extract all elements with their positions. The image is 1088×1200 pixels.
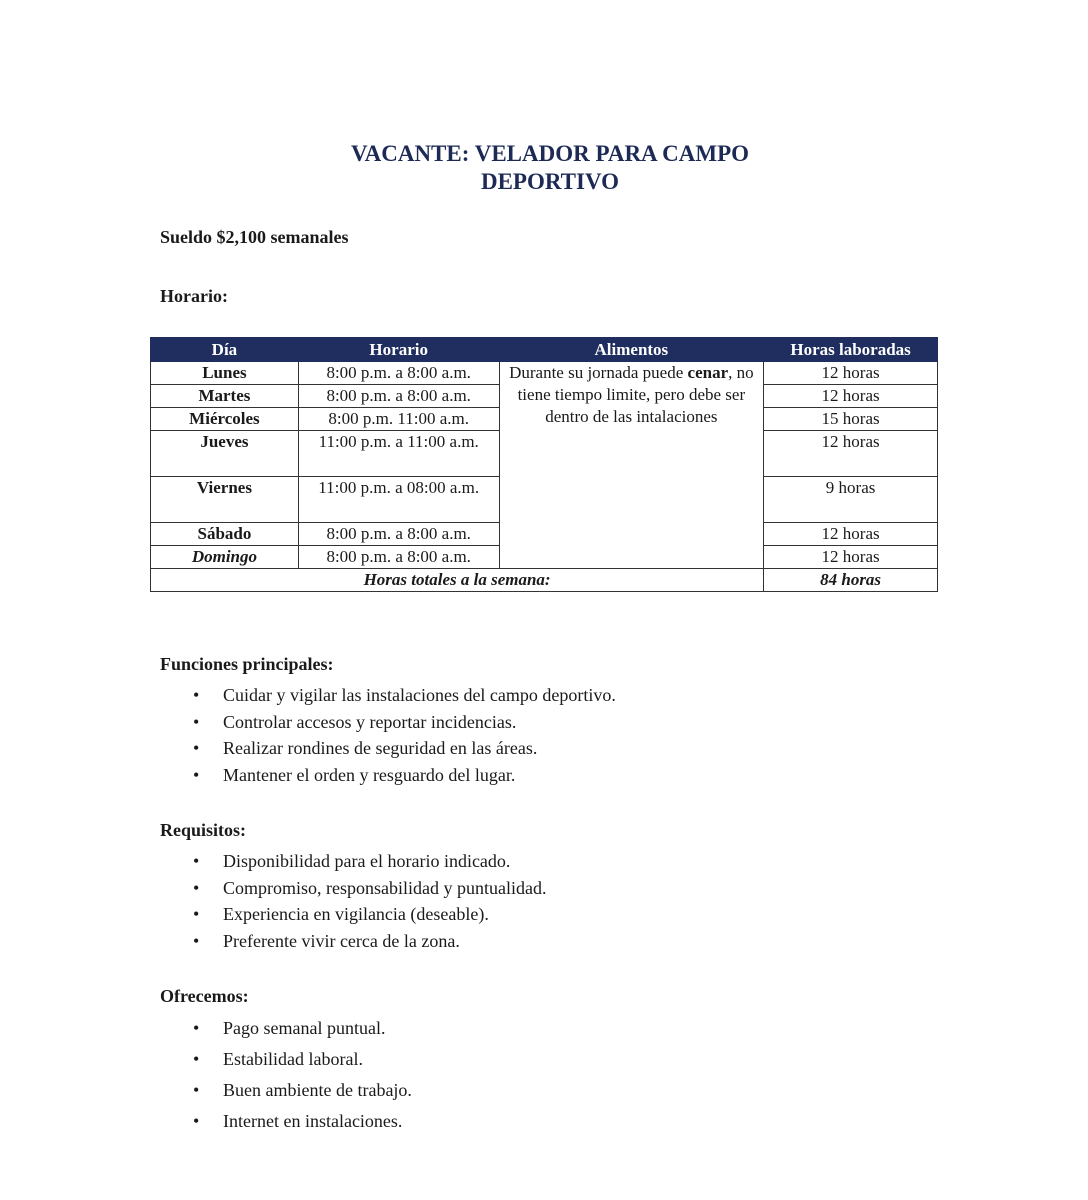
funciones-list xyxy=(190,682,616,788)
hours-cell: 9 horas xyxy=(764,477,938,523)
meals-cell xyxy=(499,362,764,569)
header-meals: Alimentos xyxy=(499,338,764,362)
hours-cell: 12 horas xyxy=(764,362,938,385)
day-cell: Viernes xyxy=(151,477,299,523)
hours-cell: 12 horas xyxy=(764,431,938,477)
list-item: • Realizar rondines de seguridad en las áreas. xyxy=(190,735,616,762)
list-item: • Compromiso, responsabilidad y puntualidad. xyxy=(190,875,546,902)
list-item: • Estabilidad laboral. xyxy=(190,1045,412,1076)
title-line-1: VACANTE: VELADOR PARA CAMPO xyxy=(350,141,750,166)
total-label: Horas totales a la semana: xyxy=(151,569,764,592)
hours-cell: 15 horas xyxy=(764,408,938,431)
list-item: • Internet en instalaciones. xyxy=(190,1107,412,1138)
time-cell: 8:00 p.m. 11:00 a.m. xyxy=(298,408,499,431)
day-cell: Martes xyxy=(151,385,299,408)
total-value: 84 horas xyxy=(764,569,938,592)
time-cell: 8:00 p.m. a 8:00 a.m. xyxy=(298,546,499,569)
table-row xyxy=(151,362,938,385)
salary-text: Sueldo $2,100 semanales xyxy=(160,227,349,247)
requisitos-list xyxy=(190,848,546,954)
time-cell: 8:00 p.m. a 8:00 a.m. xyxy=(298,362,499,385)
hours-cell: 12 horas xyxy=(764,523,938,546)
day-cell: Miércoles xyxy=(151,408,299,431)
table-header-row xyxy=(151,338,938,362)
list-item: • Pago semanal puntual. xyxy=(190,1014,412,1045)
day-cell: Domingo xyxy=(151,546,299,569)
list-item: • Buen ambiente de trabajo. xyxy=(190,1076,412,1107)
requisitos-heading: Requisitos: xyxy=(160,820,247,840)
list-item: • Experiencia en vigilancia (deseable). xyxy=(190,901,546,928)
time-cell: 11:00 p.m. a 08:00 a.m. xyxy=(298,477,499,523)
meals-text-after: , no tiene tiempo limite, pero debe ser dentro de las intalaciones xyxy=(517,363,754,426)
table-total-row xyxy=(151,569,938,592)
schedule-heading: Horario: xyxy=(160,286,228,306)
list-item: • Cuidar y vigilar las instalaciones del campo deportivo. xyxy=(190,682,616,709)
list-item: • Disponibilidad para el horario indicado. xyxy=(190,848,546,875)
header-schedule: Horario xyxy=(298,338,499,362)
funciones-heading: Funciones principales: xyxy=(160,654,334,674)
hours-cell: 12 horas xyxy=(764,385,938,408)
day-cell: Jueves xyxy=(151,431,299,477)
day-cell: Lunes xyxy=(151,362,299,385)
ofrecemos-heading: Ofrecemos: xyxy=(160,986,249,1006)
document-title xyxy=(0,140,1088,196)
time-cell: 11:00 p.m. a 11:00 a.m. xyxy=(298,431,499,477)
list-item: • Preferente vivir cerca de la zona. xyxy=(190,928,546,955)
list-item: • Mantener el orden y resguardo del lugar. xyxy=(190,762,616,789)
schedule-table xyxy=(150,337,938,592)
time-cell: 8:00 p.m. a 8:00 a.m. xyxy=(298,523,499,546)
meals-text-bold: cenar xyxy=(687,363,729,382)
time-cell: 8:00 p.m. a 8:00 a.m. xyxy=(298,385,499,408)
header-day: Día xyxy=(151,338,299,362)
header-hours: Horas laboradas xyxy=(764,338,938,362)
title-line-2: DEPORTIVO xyxy=(480,169,620,194)
meals-text-before: Durante su jornada puede xyxy=(509,363,684,382)
hours-cell: 12 horas xyxy=(764,546,938,569)
list-item: • Controlar accesos y reportar incidencias. xyxy=(190,709,616,736)
day-cell: Sábado xyxy=(151,523,299,546)
ofrecemos-list xyxy=(190,1014,412,1138)
